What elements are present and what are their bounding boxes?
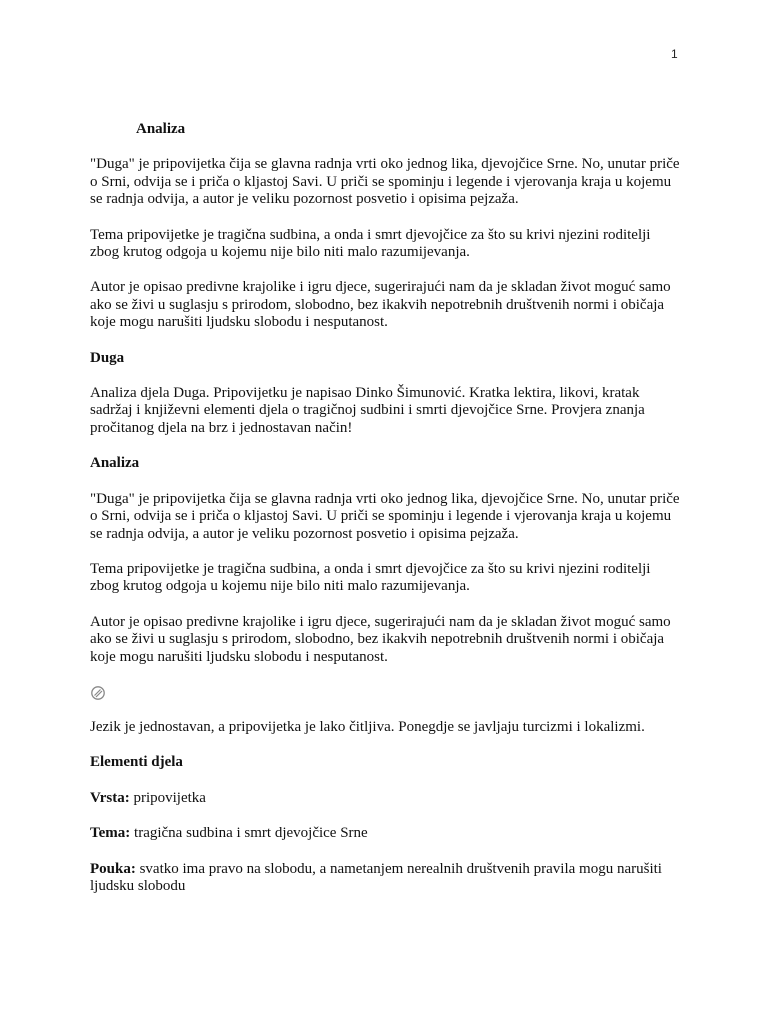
paragraph: Autor je opisao predivne krajolike i igru djece, sugerirajući nam da je skladan život moguć samo ako se živi u suglasju s prirodom, slobodno, bez ikakvih nepotrebnih društvenih normi i običaja koje mogu narušiti ljudsku slobodu i nesputanost. — [90, 613, 671, 665]
vrsta-label: Vrsta: — [90, 789, 130, 806]
tema-value: tragična sudbina i smrt djevojčice Srne — [130, 825, 368, 842]
broken-image-icon — [90, 684, 680, 702]
element-vrsta — [90, 790, 680, 807]
element-tema — [90, 825, 680, 842]
heading-duga: Duga — [90, 349, 125, 366]
paragraph: Analiza djela Duga. Pripovijetku je napisao Dinko Šimunović. Kratka lektira, likovi, kratak sadržaj i književni elementi djela o tragičnoj sudbini i smrti djevojčice Srne. Provjera znanja pročitanog djela na brz i jednostavan način! — [90, 385, 645, 436]
paragraph: Autor je opisao predivne krajolike i igru djece, sugerirajući nam da je skladan život moguć samo ako se živi u suglasju s prirodom, slobodno, bez ikakvih nepotrebnih društvenih normi i običaja koje mogu narušiti ljudsku slobodu i nesputanost. — [90, 279, 671, 331]
pouka-value: svatko ima pravo na slobodu, a nametanjem nerealnih društvenih pravila mogu narušiti ljudsku slobodu — [90, 860, 662, 894]
paragraph: Jezik je jednostavan, a pripovijetka je lako čitljiva. Ponegdje se javljaju turcizmi i lokalizmi. — [90, 718, 645, 735]
paragraph: Tema pripovijetke je tragična sudbina, a onda i smrt djevojčice za što su krivi njezini roditelji zbog krutog odgoja u kojemu nije bilo niti malo razumijevanja. — [90, 226, 651, 261]
paragraph: "Duga" je pripovijetka čija se glavna radnja vrti oko jednog lika, djevojčice Srne. No, unutar priče o Srni, odvija se i priča o kljastoj Savi. U priči se spominju i legende i vjerovanja kraja u kojemu se radnja odvija, a autor je veliku pozornost posvetio i opisima pejzaža. — [90, 156, 680, 208]
document-body — [90, 121, 680, 913]
page-number: 1 — [671, 47, 678, 61]
vrsta-value: pripovijetka — [129, 789, 206, 806]
heading-elementi-djela: Elementi djela — [90, 754, 183, 771]
pouka-label: Pouka: — [90, 860, 136, 877]
element-pouka — [90, 861, 680, 896]
tema-label: Tema: — [90, 825, 131, 842]
heading-analiza-2: Analiza — [90, 455, 140, 472]
paragraph: Tema pripovijetke je tragična sudbina, a onda i smrt djevojčice za što su krivi njezini roditelji zbog krutog odgoja u kojemu nije bilo niti malo razumijevanja. — [90, 560, 651, 595]
heading-analiza: Analiza — [136, 121, 186, 137]
paragraph: "Duga" je pripovijetka čija se glavna radnja vrti oko jednog lika, djevojčice Srne. No, unutar priče o Srni, odvija se i priča o kljastoj Savi. U priči se spominju i legende i vjerovanja kraja u kojemu se radnja odvija, a autor je veliku pozornost posvetio i opisima pejzaža. — [90, 490, 680, 542]
